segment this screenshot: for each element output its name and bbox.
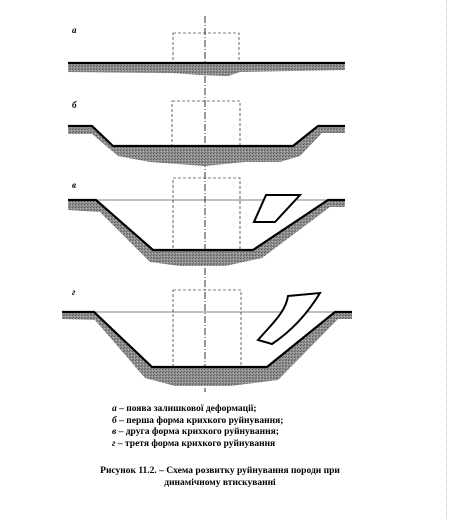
panel-d (62, 287, 352, 386)
legend-item: в – друга форма крихкого руйнування; (112, 427, 279, 437)
caption-line-2: динамічному втискуванні (164, 477, 276, 488)
panel-c-label: в (72, 180, 77, 190)
figure-caption (20, 466, 420, 489)
indenter-outline (173, 33, 239, 63)
legend-item: г – третя форма крихкого руйнування (112, 438, 276, 449)
indenter-outline (173, 178, 240, 251)
legend-item: а – поява залишкової деформації; (112, 404, 257, 414)
rock-zone (68, 200, 345, 266)
page-edge-divider (445, 0, 447, 519)
panel-a-label: а (72, 25, 77, 35)
caption-line-1: Рисунок 11.2. – Схема розвитку руйнування породи при (100, 466, 340, 476)
panel-b-label: б (72, 100, 77, 110)
indenter-outline (173, 290, 241, 368)
panel-a (68, 25, 345, 76)
panel-c (68, 178, 345, 266)
panel-b (68, 100, 345, 166)
legend (112, 404, 412, 450)
indenter-outline (172, 101, 240, 146)
spalled-fragment (254, 195, 300, 222)
panel-d-label: г (72, 287, 76, 297)
legend-item: б – перша форма крихкого руйнування; (112, 415, 284, 426)
rock-zone (68, 64, 345, 76)
